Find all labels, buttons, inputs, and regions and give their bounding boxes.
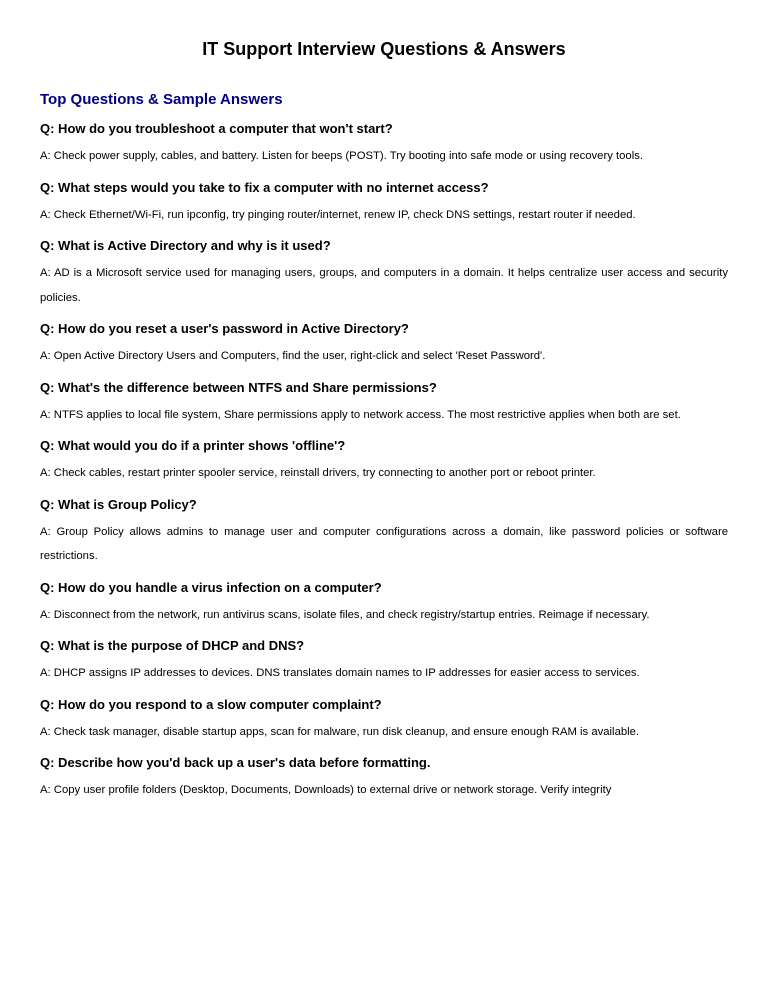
qa-item bbox=[40, 437, 728, 486]
answer-text: A: Check task manager, disable startup apps, scan for malware, run disk cleanup, and ensure enough RAM is available. bbox=[40, 725, 640, 738]
qa-item bbox=[40, 637, 728, 686]
question-text: Q: What would you do if a printer shows 'offline'? bbox=[40, 438, 346, 453]
question-text: Q: What is Group Policy? bbox=[40, 496, 197, 512]
answer-text: A: Group Policy allows admins to manage user and computer configurations across a domain, like password policies or software restrictions. bbox=[40, 525, 728, 562]
qa-item bbox=[40, 237, 728, 310]
qa-item bbox=[40, 379, 728, 428]
answer-text: A: Check Ethernet/Wi-Fi, run ipconfig, try pinging router/internet, renew IP, check DNS settings, restart router if needed. bbox=[40, 208, 636, 221]
qa-item bbox=[40, 120, 728, 169]
answer-text: A: NTFS applies to local file system, Share permissions apply to network access. The most restrictive applies when both are set. bbox=[40, 408, 681, 421]
answer-text: A: AD is a Microsoft service used for managing users, groups, and computers in a domain. It helps centralize user access and security policies. bbox=[40, 267, 728, 304]
qa-item bbox=[40, 696, 728, 745]
answer-text: A: DHCP assigns IP addresses to devices. DNS translates domain names to IP addresses for easier access to services. bbox=[40, 667, 640, 679]
qa-item bbox=[40, 496, 728, 569]
qa-item bbox=[40, 579, 728, 628]
qa-item bbox=[40, 754, 728, 803]
qa-item bbox=[40, 179, 728, 228]
document-title: IT Support Interview Questions & Answers bbox=[202, 39, 566, 59]
answer-text: A: Open Active Directory Users and Computers, find the user, right-click and select 'Reset Password'. bbox=[40, 350, 546, 362]
answer-text: A: Copy user profile folders (Desktop, Documents, Downloads) to external drive or network storage. Verify integrity bbox=[40, 784, 612, 796]
question-text: Q: What's the difference between NTFS and Share permissions? bbox=[40, 379, 437, 395]
qa-list bbox=[40, 120, 728, 803]
answer-text: A: Disconnect from the network, run antivirus scans, isolate files, and check registry/startup entries. Reimage if necessary. bbox=[40, 608, 650, 621]
question-text: Q: What steps would you take to fix a computer with no internet access? bbox=[40, 179, 489, 195]
question-text: Q: How do you handle a virus infection on a computer? bbox=[40, 579, 382, 595]
answer-text: A: Check cables, restart printer spooler service, reinstall drivers, try connecting to another port or reboot printer. bbox=[40, 467, 596, 479]
question-text: Q: Describe how you'd back up a user's data before formatting. bbox=[40, 755, 431, 770]
answer-text: A: Check power supply, cables, and battery. Listen for beeps (POST). Try booting into safe mode or using recovery tools. bbox=[40, 150, 644, 162]
question-text: Q: How do you troubleshoot a computer that won't start? bbox=[40, 121, 393, 136]
section-heading: Top Questions & Sample Answers bbox=[40, 91, 283, 108]
qa-item bbox=[40, 320, 728, 369]
question-text: Q: What is Active Directory and why is it used? bbox=[40, 238, 331, 253]
question-text: Q: What is the purpose of DHCP and DNS? bbox=[40, 638, 305, 653]
question-text: Q: How do you respond to a slow computer complaint? bbox=[40, 696, 382, 712]
question-text: Q: How do you reset a user's password in Active Directory? bbox=[40, 321, 409, 336]
